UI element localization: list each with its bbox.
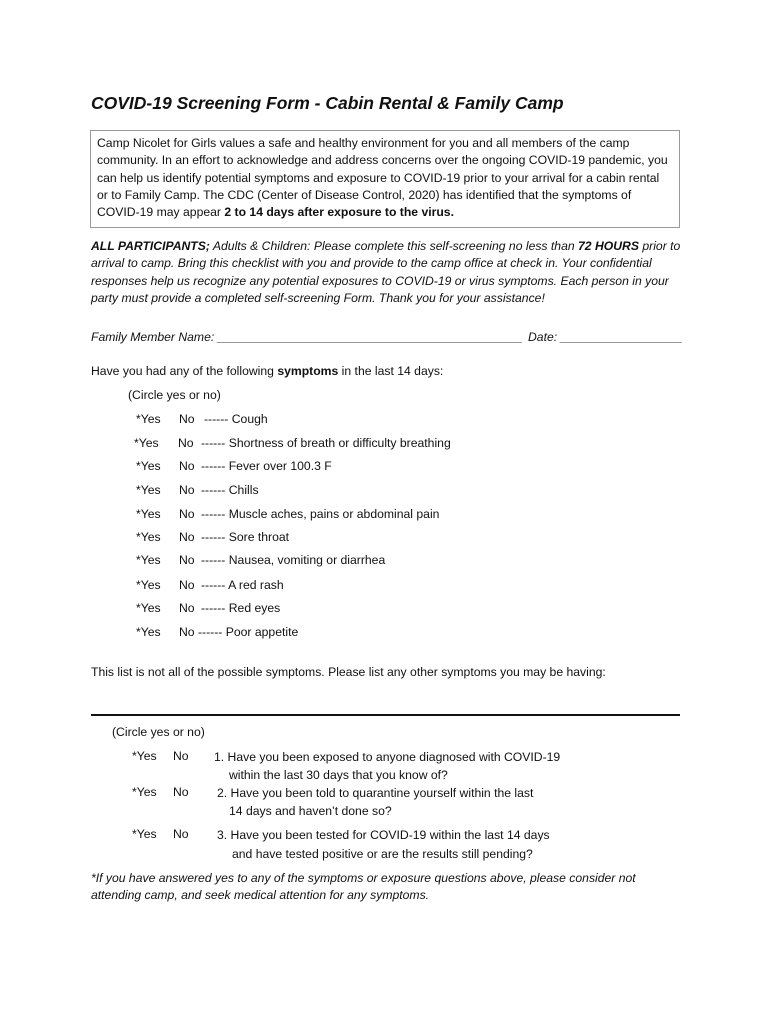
symptom-label: ------ Sore throat	[201, 530, 290, 544]
page-title: COVID-19 Screening Form - Cabin Rental & Family Camp	[91, 93, 564, 113]
intro-text-bold: 2 to 14 days after exposure to the virus.	[224, 205, 454, 220]
exposure-question-line1: 3. Have you been tested for COVID-19 within the last 14 days	[217, 828, 550, 842]
exposure-question-line2: 14 days and haven’t done so?	[229, 804, 392, 818]
symptom-label: ------ Nausea, vomiting or diarrhea	[201, 553, 386, 567]
circle-instruction: (Circle yes or no)	[128, 388, 221, 402]
exposure-question-line1: 2. Have you been told to quarantine yourself within the last	[217, 786, 534, 800]
exposure-no[interactable]: No	[173, 827, 189, 841]
symptom-no[interactable]: No	[179, 553, 195, 567]
exposure-no[interactable]: No	[173, 785, 189, 799]
exposure-question-line2: within the last 30 days that you know of?	[229, 768, 448, 782]
intro-text	[97, 135, 673, 221]
symptom-no[interactable]: No	[178, 436, 194, 450]
exposure-yes[interactable]: *Yes	[132, 785, 157, 799]
notice-text-b: prior to arrival to camp. Bring this checklist with you and provide to the camp office at check in. Your confidential responses help us recognize any potential exposures to COVID-19 or virus symptoms. Each person in your party must provide a completed self-screening Form. Thank you for your assistance!	[91, 239, 681, 305]
symptom-no[interactable]: No	[179, 530, 195, 544]
symptom-yes[interactable]: *Yes	[136, 553, 161, 567]
family-member-name-field[interactable]: Family Member Name: _____________________________________________	[91, 330, 523, 344]
symptoms-prompt: Have you had any of the following symptoms in the last 14 days:	[91, 364, 444, 378]
symptom-label: ------ Muscle aches, pains or abdominal pain	[201, 507, 440, 521]
symptom-label: ------ Shortness of breath or difficulty breathing	[201, 436, 451, 450]
other-symptoms-line[interactable]	[91, 714, 680, 716]
symptom-yes[interactable]: *Yes	[136, 459, 161, 473]
notice-hours: 72 HOURS	[578, 239, 639, 253]
symptom-yes[interactable]: *Yes	[136, 483, 161, 497]
other-symptoms-prompt: This list is not all of the possible symptoms. Please list any other symptoms you may be having:	[91, 665, 606, 679]
symptom-label: ------ Fever over 100.3 F	[201, 459, 332, 473]
symptom-no[interactable]: No	[179, 601, 195, 615]
symptom-yes[interactable]: *Yes	[134, 436, 159, 450]
symptom-yes[interactable]: *Yes	[136, 578, 161, 592]
symptom-yes[interactable]: *Yes	[136, 601, 161, 615]
exposure-no[interactable]: No	[173, 749, 189, 763]
symptom-no[interactable]: No	[179, 412, 195, 426]
symptom-label: ------ Red eyes	[201, 601, 281, 615]
symptom-no[interactable]: No	[179, 459, 195, 473]
symptom-no[interactable]: No	[179, 483, 195, 497]
symptom-label: ------ Cough	[204, 412, 268, 426]
footer-note	[91, 870, 681, 905]
participants-notice	[91, 238, 681, 307]
symptom-no[interactable]: No	[179, 625, 195, 639]
notice-text-a: Adults & Children: Please complete this self-screening no less than	[209, 239, 579, 253]
symptom-yes[interactable]: *Yes	[136, 530, 161, 544]
symptom-label: ------ A red rash	[201, 578, 284, 592]
intro-box	[90, 130, 680, 228]
symptom-yes[interactable]: *Yes	[136, 507, 161, 521]
symptom-label: ------ Poor appetite	[198, 625, 299, 639]
exposure-question-line1: 1. Have you been exposed to anyone diagnosed with COVID-19	[214, 750, 561, 764]
exposure-question-line2: and have tested positive or are the results still pending?	[232, 847, 533, 861]
symptom-yes[interactable]: *Yes	[136, 625, 161, 639]
exposure-yes[interactable]: *Yes	[132, 749, 157, 763]
date-field[interactable]: Date: __________________	[528, 330, 683, 344]
exposure-yes[interactable]: *Yes	[132, 827, 157, 841]
footer-text: *If you have answered yes to any of the symptoms or exposure questions above, please consider not attending camp, and seek medical attention for any symptoms.	[91, 871, 636, 903]
exposure-circle-instruction: (Circle yes or no)	[112, 725, 205, 739]
notice-lead: ALL PARTICIPANTS;	[91, 239, 210, 253]
intro-text-body: Camp Nicolet for Girls values a safe and healthy environment for you and all members of the camp community. In an effort to acknowledge and address concerns over the ongoing COVID-19 pandemic, you can help us identify potential symptoms and exposure to COVID-19 prior to your arrival for a cabin rental or to Family Camp. The CDC (Center of Disease Control, 2020) has identified that the symptoms of COVID-19 may appear	[97, 136, 668, 220]
symptom-label: ------ Chills	[201, 483, 259, 497]
symptom-yes[interactable]: *Yes	[136, 412, 161, 426]
symptom-no[interactable]: No	[179, 507, 195, 521]
symptom-no[interactable]: No	[179, 578, 195, 592]
